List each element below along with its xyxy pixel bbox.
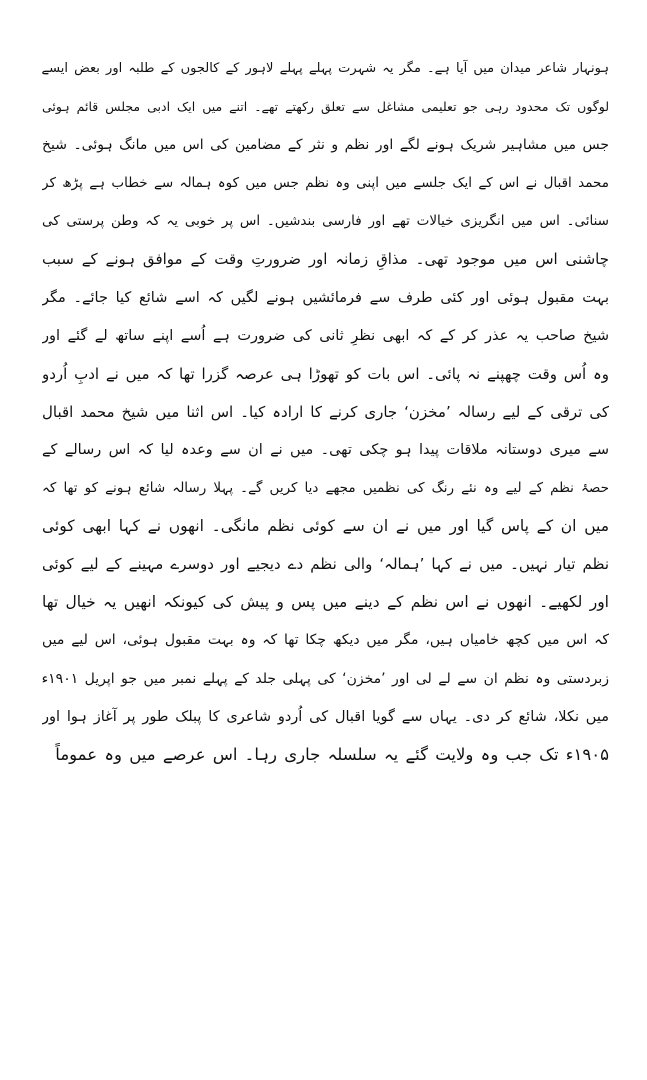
text-line-15: اور لکھیے۔ انھوں نے اس نظم کے دینے میں پس و پیش کی کیونکہ انھیں یہ خیال تھا bbox=[42, 593, 609, 612]
text-line-1: ہونہار شاعر میدان میں آیا ہے۔ مگر یہ شہرت پہلے پہلے لاہور کے کالجوں کے طلبہ اور بعض ایسے bbox=[42, 61, 609, 76]
text-line-11: سے میری دوستانہ ملاقات پیدا ہو چکی تھی۔ میں نے ان سے وعدہ لیا کہ اس رسالے کے bbox=[42, 441, 609, 458]
text-line-5: سنائی۔ اس میں انگریزی خیالات تھے اور فارسی بندشیں۔ اس پر خوبی یہ کہ وطن پرستی کی bbox=[42, 213, 609, 230]
text-line-12: حصۂ نظم کے لیے وہ نئے رنگ کی نظمیں مجھے دیا کریں گے۔ پہلا رسالہ شائع ہونے کو تھا کہ bbox=[42, 480, 609, 497]
text-line-18: میں نکلا، شائع کر دی۔ یہاں سے گویا اقبال کی اُردو شاعری کا پبلک طور پر آغاز ہوا اور bbox=[42, 708, 609, 725]
text-line-2: لوگوں تک محدود رہی جو تعلیمی مشاغل سے تعلق رکھتے تھے۔ اتنے میں ایک ادبی مجلس قائم ہوئی bbox=[42, 99, 609, 115]
text-line-16: کہ اس میں کچھ خامیاں ہیں، مگر میں دیکھ چکا تھا کہ وہ بہت مقبول ہوئی، اس لیے میں bbox=[42, 632, 609, 649]
text-line-4: محمد اقبال نے اس کے ایک جلسے میں اپنی وہ نظم جس میں کوہ ہمالہ سے خطاب ہے پڑھ کر bbox=[42, 175, 609, 192]
text-line-19: ۱۹۰۵ء تک جب وہ ولایت گئے یہ سلسلہ جاری رہا۔ اس عرصے میں وہ عموماً bbox=[55, 744, 609, 764]
text-line-13: میں ان کے پاس گیا اور میں نے ان سے کوئی نظم مانگی۔ انھوں نے کہا ابھی کوئی bbox=[42, 517, 609, 536]
urdu-paragraph bbox=[42, 50, 609, 774]
text-line-7: بہت مقبول ہوئی اور کئی طرف سے فرمائشیں ہونے لگیں کہ اسے شائع کیا جائے۔ مگر bbox=[42, 289, 609, 306]
text-line-10: کی ترقی کے لیے رسالہ ’مخزن‘ جاری کرنے کا ارادہ کیا۔ اس اثنا میں شیخ محمد اقبال bbox=[42, 402, 609, 421]
text-line-3: جس میں مشاہیر شریک ہونے لگے اور نظم و نثر کے مضامین کی اس میں مانگ ہوئی۔ شیخ bbox=[42, 137, 609, 154]
text-line-6: چاشنی اس میں موجود تھی۔ مذاقِ زمانہ اور ضرورتِ وقت کے موافق ہونے کے سبب bbox=[42, 250, 609, 269]
text-line-14: نظم تیار نہیں۔ میں نے کہا ’ہمالہ‘ والی نظم دے دیجیے اور دوسرے مہینے کے لیے کوئی bbox=[42, 555, 609, 574]
text-line-9: وہ اُس وقت چھپنے نہ پائی۔ اس بات کو تھوڑا ہی عرصہ گزرا تھا کہ میں نے ادبِ اُردو bbox=[42, 364, 609, 383]
text-line-8: شیخ صاحب یہ عذر کر کے کہ ابھی نظرِ ثانی کی ضرورت ہے اُسے اپنے ساتھ لے گئے اور bbox=[42, 327, 609, 344]
text-line-17: زبردستی وہ نظم ان سے لے لی اور ’مخزن‘ کی پہلی جلد کے پہلے نمبر میں جو اپریل ۱۹۰۱ء bbox=[42, 670, 609, 687]
